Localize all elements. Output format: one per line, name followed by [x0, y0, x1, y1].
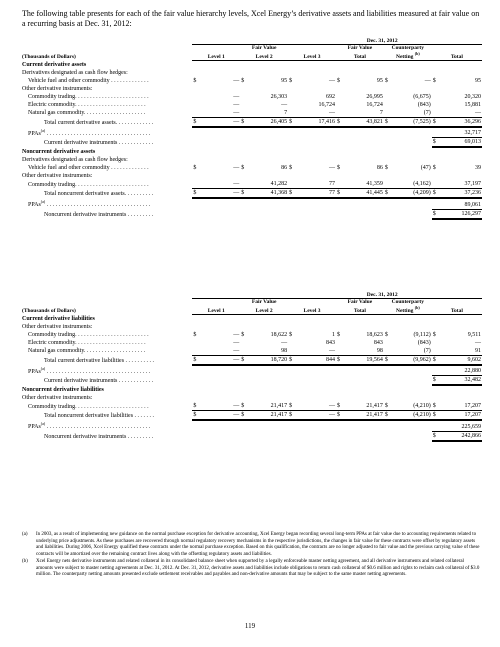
section-heading: Current derivative liabilities: [22, 315, 95, 322]
value-cell: 43,821: [346, 117, 384, 127]
row-label: PPAs$^{(a)}$ . . . . . . . . . . . . . . . . . . . . . . . . . . . . . . . . . . .: [28, 421, 151, 431]
dollar-sign: [432, 365, 442, 376]
dollar-sign: $: [432, 411, 442, 421]
dollar-sign: $: [432, 189, 442, 199]
row-label: PPAs$^{(a)}$ . . . . . . . . . . . . . . . . . . . . . . . . . . . . . . . . . . .: [28, 365, 151, 375]
fair-value-total-header-1: Fair Value: [347, 45, 373, 51]
value-cell: 91: [441, 347, 482, 356]
dollar-sign: $: [192, 402, 202, 411]
dollar-sign: [288, 180, 298, 189]
value-cell: 41,282: [250, 180, 288, 189]
value-cell: —: [202, 347, 240, 356]
table-row: [22, 164, 482, 172]
dollar-sign: $: [288, 402, 298, 411]
dollar-sign: $: [384, 77, 388, 84]
value-cell: (843): [417, 101, 431, 108]
row-label: Vehicle fuel and other commodity . . . . . . . . . . . . .: [28, 165, 149, 172]
dollar-sign: [288, 109, 298, 118]
date-header: Dec. 31, 2012: [192, 38, 482, 45]
value-cell: —: [441, 109, 482, 118]
value-cell: 843: [325, 339, 335, 346]
table-row: [22, 355, 482, 365]
row-label: Electric commodity. . . . . . . . . . . . . . . . . . . . . . . .: [28, 101, 146, 108]
footnotes: [22, 532, 482, 580]
value-cell: 843: [373, 339, 383, 346]
dollar-sign: [336, 109, 346, 118]
value-cell: —: [233, 339, 240, 346]
value-cell: 95: [376, 77, 383, 84]
page-number: 119: [244, 622, 256, 630]
dollar-sign: $: [384, 117, 394, 127]
value-cell: 98: [250, 347, 288, 356]
counterparty-header-2: Netting $^{(b)}$: [384, 305, 432, 314]
total-cell: 242,866: [441, 431, 482, 441]
dollar-sign: [240, 101, 250, 109]
dollar-sign: [288, 339, 298, 347]
dollar-sign: [384, 109, 394, 118]
dollar-sign: $: [384, 402, 394, 411]
dollar-sign: [336, 93, 346, 101]
level3-header: Level 3: [288, 305, 336, 314]
dollar-sign: $: [289, 331, 293, 338]
dollar-sign: $: [288, 411, 298, 421]
row-label: Current derivative instruments . . . . . . . . . . . .: [44, 378, 154, 385]
dollar-sign: $: [432, 331, 436, 338]
value-cell: (7): [393, 347, 431, 356]
dollar-sign: $: [384, 411, 394, 421]
value-cell: —: [328, 165, 335, 172]
table-row: [22, 101, 482, 109]
row-label: Electric commodity. . . . . . . . . . . . . . . . . . . . . . . .: [28, 339, 146, 346]
dollar-sign: $: [241, 165, 245, 172]
value-cell: 18,622: [270, 331, 288, 338]
dollar-sign: $: [336, 402, 346, 411]
value-cell: —: [233, 101, 240, 108]
value-cell: 39: [475, 165, 481, 172]
table-row: [22, 93, 482, 101]
dollar-sign: $: [240, 189, 250, 199]
value-cell: —: [202, 180, 240, 189]
footnote-marker: (b): [22, 559, 28, 564]
dollar-sign: [432, 93, 442, 101]
value-cell: —: [298, 347, 336, 356]
value-cell: —: [202, 402, 240, 411]
dollar-sign: [432, 339, 442, 347]
dollar-sign: $: [336, 189, 346, 199]
dollar-sign: [192, 347, 202, 356]
row-label: Natural gas commodity. . . . . . . . . . . . . . . . . . . . .: [28, 110, 146, 117]
value-cell: 26,303: [270, 93, 288, 100]
date-header: Dec. 31, 2012: [192, 292, 482, 299]
value-cell: 9,602: [441, 355, 482, 365]
dollar-sign: [192, 101, 202, 109]
dollar-sign: $: [432, 402, 442, 411]
section-heading: Noncurrent derivative assets: [22, 149, 96, 156]
dollar-sign: $: [288, 117, 298, 127]
total-header: Total: [432, 305, 482, 314]
dollar-sign: [240, 339, 250, 347]
value-cell: 17,207: [441, 411, 482, 421]
dollar-sign: $: [336, 77, 340, 84]
value-cell: 41,445: [346, 189, 384, 199]
table-row: [22, 189, 482, 199]
dollar-sign: [432, 198, 442, 209]
value-cell: 692: [325, 93, 335, 100]
dollar-sign: [432, 101, 442, 109]
value-cell: 21,417: [250, 402, 288, 411]
dollar-sign: $: [432, 209, 442, 219]
subsection-label: Other derivative instruments:: [22, 395, 93, 402]
row-label: Vehicle fuel and other commodity . . . . . . . . . . . . .: [28, 77, 149, 84]
total-cell: 225,659: [441, 420, 482, 431]
value-cell: —: [233, 165, 240, 172]
value-cell: 98: [346, 347, 384, 356]
value-cell: 26,995: [366, 93, 383, 100]
dollar-sign: $: [240, 117, 250, 127]
total-cell: 126,297: [441, 209, 482, 219]
value-cell: (47): [420, 165, 431, 172]
dollar-sign: [288, 93, 298, 101]
table-row: [22, 138, 482, 148]
dollar-sign: [192, 109, 202, 118]
subsection-label: Other derivative instruments:: [22, 173, 93, 180]
value-cell: —: [233, 77, 240, 84]
table-row: [22, 117, 482, 127]
value-cell: 95: [281, 77, 288, 84]
dollar-sign: [432, 347, 442, 356]
dollar-sign: $: [384, 165, 388, 172]
dollar-sign: $: [240, 355, 250, 365]
value-cell: 18,623: [366, 331, 383, 338]
level1-header: Level 1: [192, 305, 240, 314]
row-label: Commodity trading. . . . . . . . . . . . . . . . . . . . . . . . .: [28, 331, 149, 338]
dollar-sign: [336, 339, 346, 347]
dollar-sign: $: [336, 355, 346, 365]
footnote-text: In 2003, as a result of implementing new guidance on the normal purchase exception for derivative accounting, Xcel Energy began recording several long-term PPAs at fair value due to accounting requirements related to underlying price adjustments. As these purchases are recovered through normal regulatory recovery mechanisms in the respective jurisdictions, the changes in fair value for these contracts were offset by regulatory assets and liabilities. During 2006, Xcel Energy qualified these contracts under the normal purchase exception. Based on this qualification, the contracts are no longer adjusted to fair value and the previous carrying value of these contracts will be amortized over the remaining contract lives along with the offsetting regulatory assets and liabilities.: [36, 532, 480, 557]
value-cell: 9,511: [467, 331, 481, 338]
value-cell: 16,724: [318, 101, 335, 108]
row-label: Total noncurrent derivative assets. . . . . . . . . .: [44, 191, 154, 198]
dollar-sign: $: [336, 165, 340, 172]
dollar-sign: $: [336, 331, 340, 338]
value-cell: 86: [376, 165, 383, 172]
value-cell: 21,417: [346, 411, 384, 421]
value-cell: 41,359: [346, 180, 384, 189]
total-cell: 69,013: [441, 138, 482, 148]
value-cell: 37,197: [441, 180, 482, 189]
table-row: [22, 209, 482, 219]
counterparty-header-2: Netting $^{(b)}$: [384, 51, 432, 60]
dollar-sign: $: [192, 411, 202, 421]
dollar-sign: $: [432, 165, 436, 172]
dollar-sign: [384, 347, 394, 356]
footnote-text: Xcel Energy nets derivative instruments and related collateral in its consolidated balance sheet when supported by a legally enforceable master netting agreement, and all derivative instruments and related collateral amounts were subject to master netting agreements at Dec. 31, 2012. At Dec. 31, 2012, derivative assets and liabilities include obligations to return cash collateral of $0.6 million and rights to reclaim cash collateral of $3.0 million. The counterparty netting amounts presented exclude settlement receivables and payables and non-derivative amounts that may be subject to the same master netting agreements.: [36, 559, 480, 577]
dollar-sign: $: [240, 402, 250, 411]
table-row: [22, 331, 482, 339]
value-cell: 1: [331, 331, 335, 338]
footnote: [22, 559, 482, 579]
dollar-sign: $: [288, 355, 298, 365]
dollar-sign: [192, 339, 202, 347]
dollar-sign: $: [288, 189, 298, 199]
value-cell: 26,405: [250, 117, 288, 127]
dollar-sign: $: [432, 138, 442, 148]
dollar-sign: [240, 93, 250, 101]
dollar-sign: [336, 347, 346, 356]
dollar-sign: $: [192, 355, 202, 365]
level3-header: Level 3: [288, 51, 336, 60]
total-cell: 32,717: [441, 127, 482, 138]
row-label: Commodity trading. . . . . . . . . . . . . . . . . . . . . . . . .: [28, 93, 149, 100]
row-label: Natural gas commodity. . . . . . . . . . . . . . . . . . . . .: [28, 348, 146, 355]
dollar-sign: $: [432, 376, 442, 386]
value-cell: 36,296: [441, 117, 482, 127]
dollar-sign: [336, 101, 346, 109]
derivative-liabilities-table: [22, 292, 482, 442]
row-label: PPAs$^{(a)}$ . . . . . . . . . . . . . . . . . . . . . . . . . . . . . . . . . . .: [28, 199, 151, 209]
row-label: Noncurrent derivative instruments . . . . . . . . .: [44, 211, 154, 218]
footnote-marker: (a): [22, 532, 28, 537]
subsection-label: Other derivative instruments:: [22, 323, 93, 330]
value-cell: (843): [417, 339, 431, 346]
table-row: [22, 365, 482, 376]
dollar-sign: $: [336, 117, 346, 127]
level2-header: Level 2: [240, 305, 288, 314]
value-cell: —: [328, 77, 335, 84]
value-cell: 15,881: [464, 101, 481, 108]
footnote: [22, 532, 482, 558]
value-cell: (4,162): [393, 180, 431, 189]
value-cell: 17,207: [441, 402, 482, 411]
table-row: [22, 402, 482, 411]
dollar-sign: $: [289, 77, 293, 84]
dollar-sign: $: [336, 411, 346, 421]
table-row: [22, 77, 482, 85]
dollar-sign: $: [384, 355, 394, 365]
value-cell: (7,525): [393, 117, 431, 127]
dollar-sign: [432, 420, 442, 431]
value-cell: (4,209): [393, 189, 431, 199]
value-cell: 77: [298, 180, 336, 189]
level2-header: Level 2: [240, 51, 288, 60]
value-cell: 95: [475, 77, 481, 84]
value-cell: 20,320: [464, 93, 481, 100]
value-cell: —: [202, 109, 240, 118]
dollar-sign: [384, 101, 394, 109]
value-cell: (9,112): [413, 331, 431, 338]
table-row: [22, 420, 482, 431]
dollar-sign: [192, 180, 202, 189]
table-row: [22, 109, 482, 118]
row-label: Total noncurrent derivative liabilities . . . . . . .: [44, 413, 155, 420]
table-row: [22, 376, 482, 386]
fair-value-header: Fair Value: [251, 45, 277, 51]
total-cell: 89,061: [441, 198, 482, 209]
dollar-sign: $: [241, 77, 245, 84]
value-cell: —: [298, 402, 336, 411]
value-cell: —: [202, 411, 240, 421]
derivative-assets-table: [22, 38, 482, 220]
value-cell: 21,417: [250, 411, 288, 421]
row-label: Total current derivative liabilities . . . . . . . . . .: [44, 357, 155, 364]
row-label: Total current derivative assets. . . . . . . . . . . . .: [44, 119, 154, 126]
table-row: [22, 411, 482, 421]
value-cell: —: [233, 93, 240, 100]
value-cell: —: [298, 109, 336, 118]
total-cell: 22,880: [441, 365, 482, 376]
dollar-sign: [336, 180, 346, 189]
table-row: [22, 431, 482, 441]
value-cell: 18,720: [250, 355, 288, 365]
subsection-label: Derivatives designated as cash flow hedges:: [22, 157, 128, 164]
dollar-sign: $: [241, 331, 245, 338]
value-cell: —: [424, 77, 431, 84]
counterparty-header-1: Counterparty: [391, 299, 425, 305]
dollar-sign: [384, 180, 394, 189]
counterparty-header-1: Counterparty: [391, 45, 425, 51]
dollar-sign: [240, 347, 250, 356]
fair-value-total-header-1: Fair Value: [347, 299, 373, 305]
value-cell: (7): [393, 109, 431, 118]
value-cell: 86: [281, 165, 288, 172]
value-cell: 37,236: [441, 189, 482, 199]
row-label: Commodity trading. . . . . . . . . . . . . . . . . . . . . . . . .: [28, 181, 149, 188]
row-label: Noncurrent derivative instruments . . . . . . . . .: [44, 433, 154, 440]
value-cell: —: [202, 117, 240, 127]
dollar-sign: [432, 109, 442, 118]
value-cell: (4,210): [393, 402, 431, 411]
dollar-sign: $: [240, 411, 250, 421]
dollar-sign: $: [432, 431, 442, 441]
dollar-sign: $: [432, 117, 442, 127]
value-cell: (9,962): [393, 355, 431, 365]
dollar-sign: [240, 180, 250, 189]
value-cell: (6,675): [413, 93, 431, 100]
dollar-sign: $: [432, 355, 442, 365]
value-cell: —: [281, 101, 288, 108]
row-label: Current derivative instruments . . . . . . . . . . . .: [44, 140, 154, 147]
value-cell: —: [475, 339, 481, 346]
dollar-sign: $: [193, 165, 197, 172]
intro-paragraph: The following table presents for each of the fair value hierarchy levels, Xcel Energy’s derivative assets and liabilities measured at fair value on a recurring basis at Dec. 31, 2012:: [22, 9, 480, 28]
value-cell: 16,724: [366, 101, 383, 108]
fair-value-header: Fair Value: [251, 299, 277, 305]
table-row: [22, 339, 482, 347]
total-header: Total: [432, 51, 482, 60]
value-cell: 7: [250, 109, 288, 118]
section-heading: Noncurrent derivative liabilities: [22, 387, 104, 394]
fair-value-total-header-2: Total: [336, 51, 384, 60]
value-cell: 77: [298, 189, 336, 199]
value-cell: 41,368: [250, 189, 288, 199]
value-cell: 19,564: [346, 355, 384, 365]
dollar-sign: [240, 109, 250, 118]
table-row: [22, 127, 482, 138]
dollar-sign: [432, 180, 442, 189]
value-cell: —: [298, 411, 336, 421]
dollar-sign: [384, 93, 394, 101]
dollar-sign: $: [193, 331, 197, 338]
thousands-header: (Thousands of Dollars): [22, 308, 76, 315]
row-label: PPAs$^{(a)}$ . . . . . . . . . . . . . . . . . . . . . . . . . . . . . . . . . . .: [28, 127, 151, 137]
table-row: [22, 198, 482, 209]
value-cell: —: [233, 331, 240, 338]
dollar-sign: [432, 127, 442, 138]
value-cell: 7: [346, 109, 384, 118]
row-label: Commodity trading. . . . . . . . . . . . . . . . . . . . . . . . .: [28, 403, 149, 410]
fair-value-total-header-2: Total: [336, 305, 384, 314]
value-cell: —: [281, 339, 288, 346]
thousands-header: (Thousands of Dollars): [22, 54, 76, 61]
value-cell: (4,210): [393, 411, 431, 421]
subsection-label: Derivatives designated as cash flow hedges:: [22, 69, 128, 76]
value-cell: 17,416: [298, 117, 336, 127]
value-cell: 844: [298, 355, 336, 365]
dollar-sign: [384, 339, 394, 347]
subsection-label: Other derivative instruments:: [22, 85, 93, 92]
value-cell: —: [202, 355, 240, 365]
value-cell: —: [202, 189, 240, 199]
table-row: [22, 180, 482, 189]
dollar-sign: $: [193, 77, 197, 84]
dollar-sign: [288, 101, 298, 109]
dollar-sign: $: [432, 77, 436, 84]
dollar-sign: [192, 93, 202, 101]
level1-header: Level 1: [192, 51, 240, 60]
value-cell: 21,417: [346, 402, 384, 411]
total-cell: 32,482: [441, 376, 482, 386]
dollar-sign: $: [192, 189, 202, 199]
dollar-sign: $: [289, 165, 293, 172]
dollar-sign: $: [384, 189, 394, 199]
dollar-sign: $: [384, 331, 388, 338]
dollar-sign: $: [192, 117, 202, 127]
section-heading: Current derivative assets: [22, 61, 87, 68]
dollar-sign: [288, 347, 298, 356]
table-row: [22, 347, 482, 356]
